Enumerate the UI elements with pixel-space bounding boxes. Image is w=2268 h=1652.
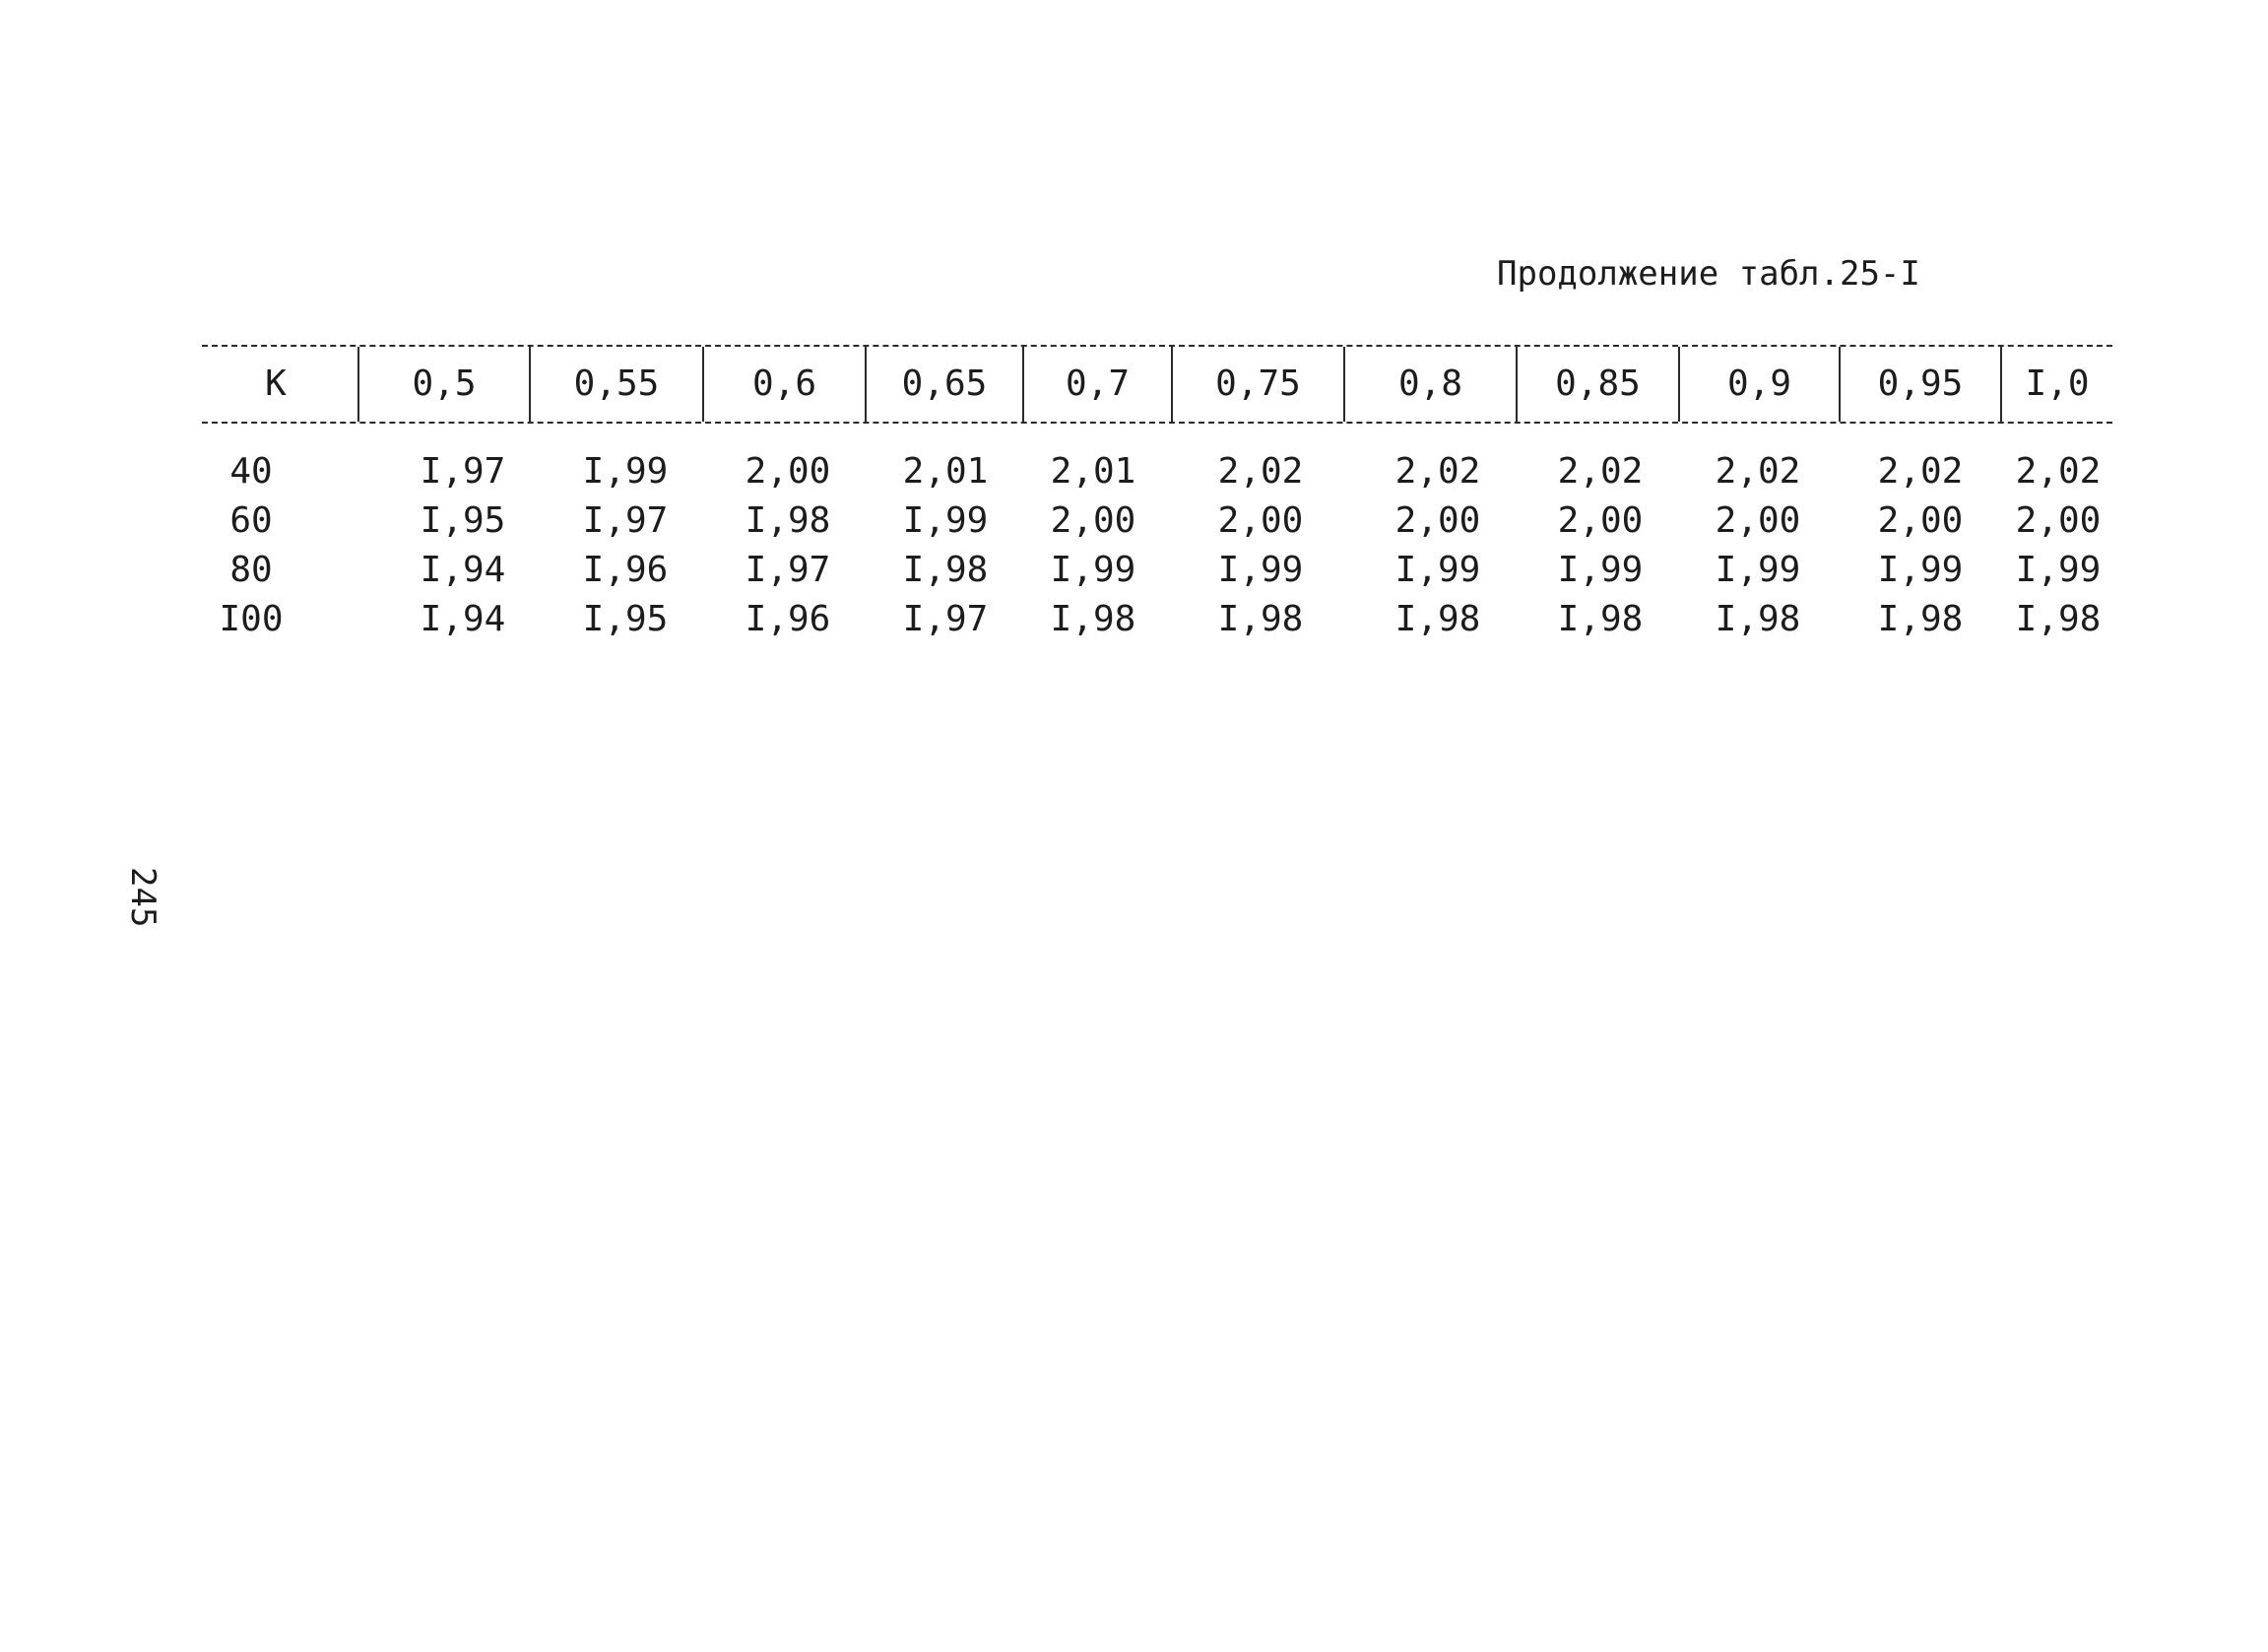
header-cell: 0,65 — [865, 347, 1022, 422]
table-row-label: I00 — [219, 599, 284, 639]
table-cell: I,99 — [2015, 550, 2102, 590]
table-cell: I,98 — [1217, 599, 1304, 639]
table-cell: I,95 — [420, 500, 506, 541]
table-cell: I,96 — [745, 599, 831, 639]
table-cell: I,99 — [1217, 550, 1304, 590]
table-cell: 2,02 — [1557, 451, 1644, 492]
table-cell: 2,01 — [902, 451, 989, 492]
table-cell: 2,02 — [1715, 451, 1801, 492]
table-header-rule — [202, 422, 2112, 424]
table-cell: 2,02 — [1877, 451, 1964, 492]
table-cell: I,99 — [1877, 550, 1964, 590]
table-cell: 2,00 — [1394, 500, 1481, 541]
table-cell: 2,00 — [1877, 500, 1964, 541]
table-cell: I,99 — [1715, 550, 1801, 590]
table-cell: I,97 — [582, 500, 669, 541]
table-cell: 2,02 — [1394, 451, 1481, 492]
table-cell: 2,00 — [1715, 500, 1801, 541]
table-caption: Продолжение табл.25-I — [1497, 254, 1920, 294]
table-cell: I,97 — [745, 550, 831, 590]
table-cell: I,95 — [582, 599, 669, 639]
header-cell: 0,55 — [529, 347, 702, 422]
table-cell: I,99 — [1557, 550, 1644, 590]
table-cell: I,97 — [902, 599, 989, 639]
table-cell: 2,02 — [1217, 451, 1304, 492]
table-cell: 2,00 — [1050, 500, 1136, 541]
table-cell: I,98 — [1715, 599, 1801, 639]
table-cell: 2,00 — [745, 451, 831, 492]
header-cell: 0,5 — [357, 347, 529, 422]
table-cell: I,99 — [1394, 550, 1481, 590]
table-cell: I,99 — [582, 451, 669, 492]
table-row-label: 40 — [229, 451, 273, 492]
table-cell: 2,00 — [1557, 500, 1644, 541]
table-cell: I,98 — [902, 550, 989, 590]
header-cell: 0,75 — [1171, 347, 1343, 422]
table-cell: I,96 — [582, 550, 669, 590]
table-cell: 2,02 — [2015, 451, 2102, 492]
header-cell: 0,85 — [1516, 347, 1678, 422]
table-cell: I,98 — [745, 500, 831, 541]
table-cell: I,98 — [1557, 599, 1644, 639]
header-cell: 0,9 — [1678, 347, 1839, 422]
table-cell: I,98 — [1877, 599, 1964, 639]
table-cell: I,98 — [1394, 599, 1481, 639]
header-cell-k: К — [265, 363, 287, 404]
table-cell: I,97 — [420, 451, 506, 492]
header-cell: 0,7 — [1022, 347, 1171, 422]
table-row-label: 60 — [229, 500, 273, 541]
table-row-label: 80 — [229, 550, 273, 590]
table-cell: I,99 — [1050, 550, 1136, 590]
header-cell: 0,8 — [1343, 347, 1516, 422]
table-cell: I,98 — [1050, 599, 1136, 639]
table-cell: I,94 — [420, 550, 506, 590]
header-cell: 0,95 — [1839, 347, 2000, 422]
table-cell: I,98 — [2015, 599, 2102, 639]
header-cell: 0,6 — [702, 347, 865, 422]
table-cell: I,94 — [420, 599, 506, 639]
table-cell: 2,00 — [2015, 500, 2102, 541]
table-cell: 2,01 — [1050, 451, 1136, 492]
header-cell: I,0 — [2000, 347, 2112, 422]
table-cell: I,99 — [902, 500, 989, 541]
page-number: 245 — [123, 867, 162, 928]
table-cell: 2,00 — [1217, 500, 1304, 541]
